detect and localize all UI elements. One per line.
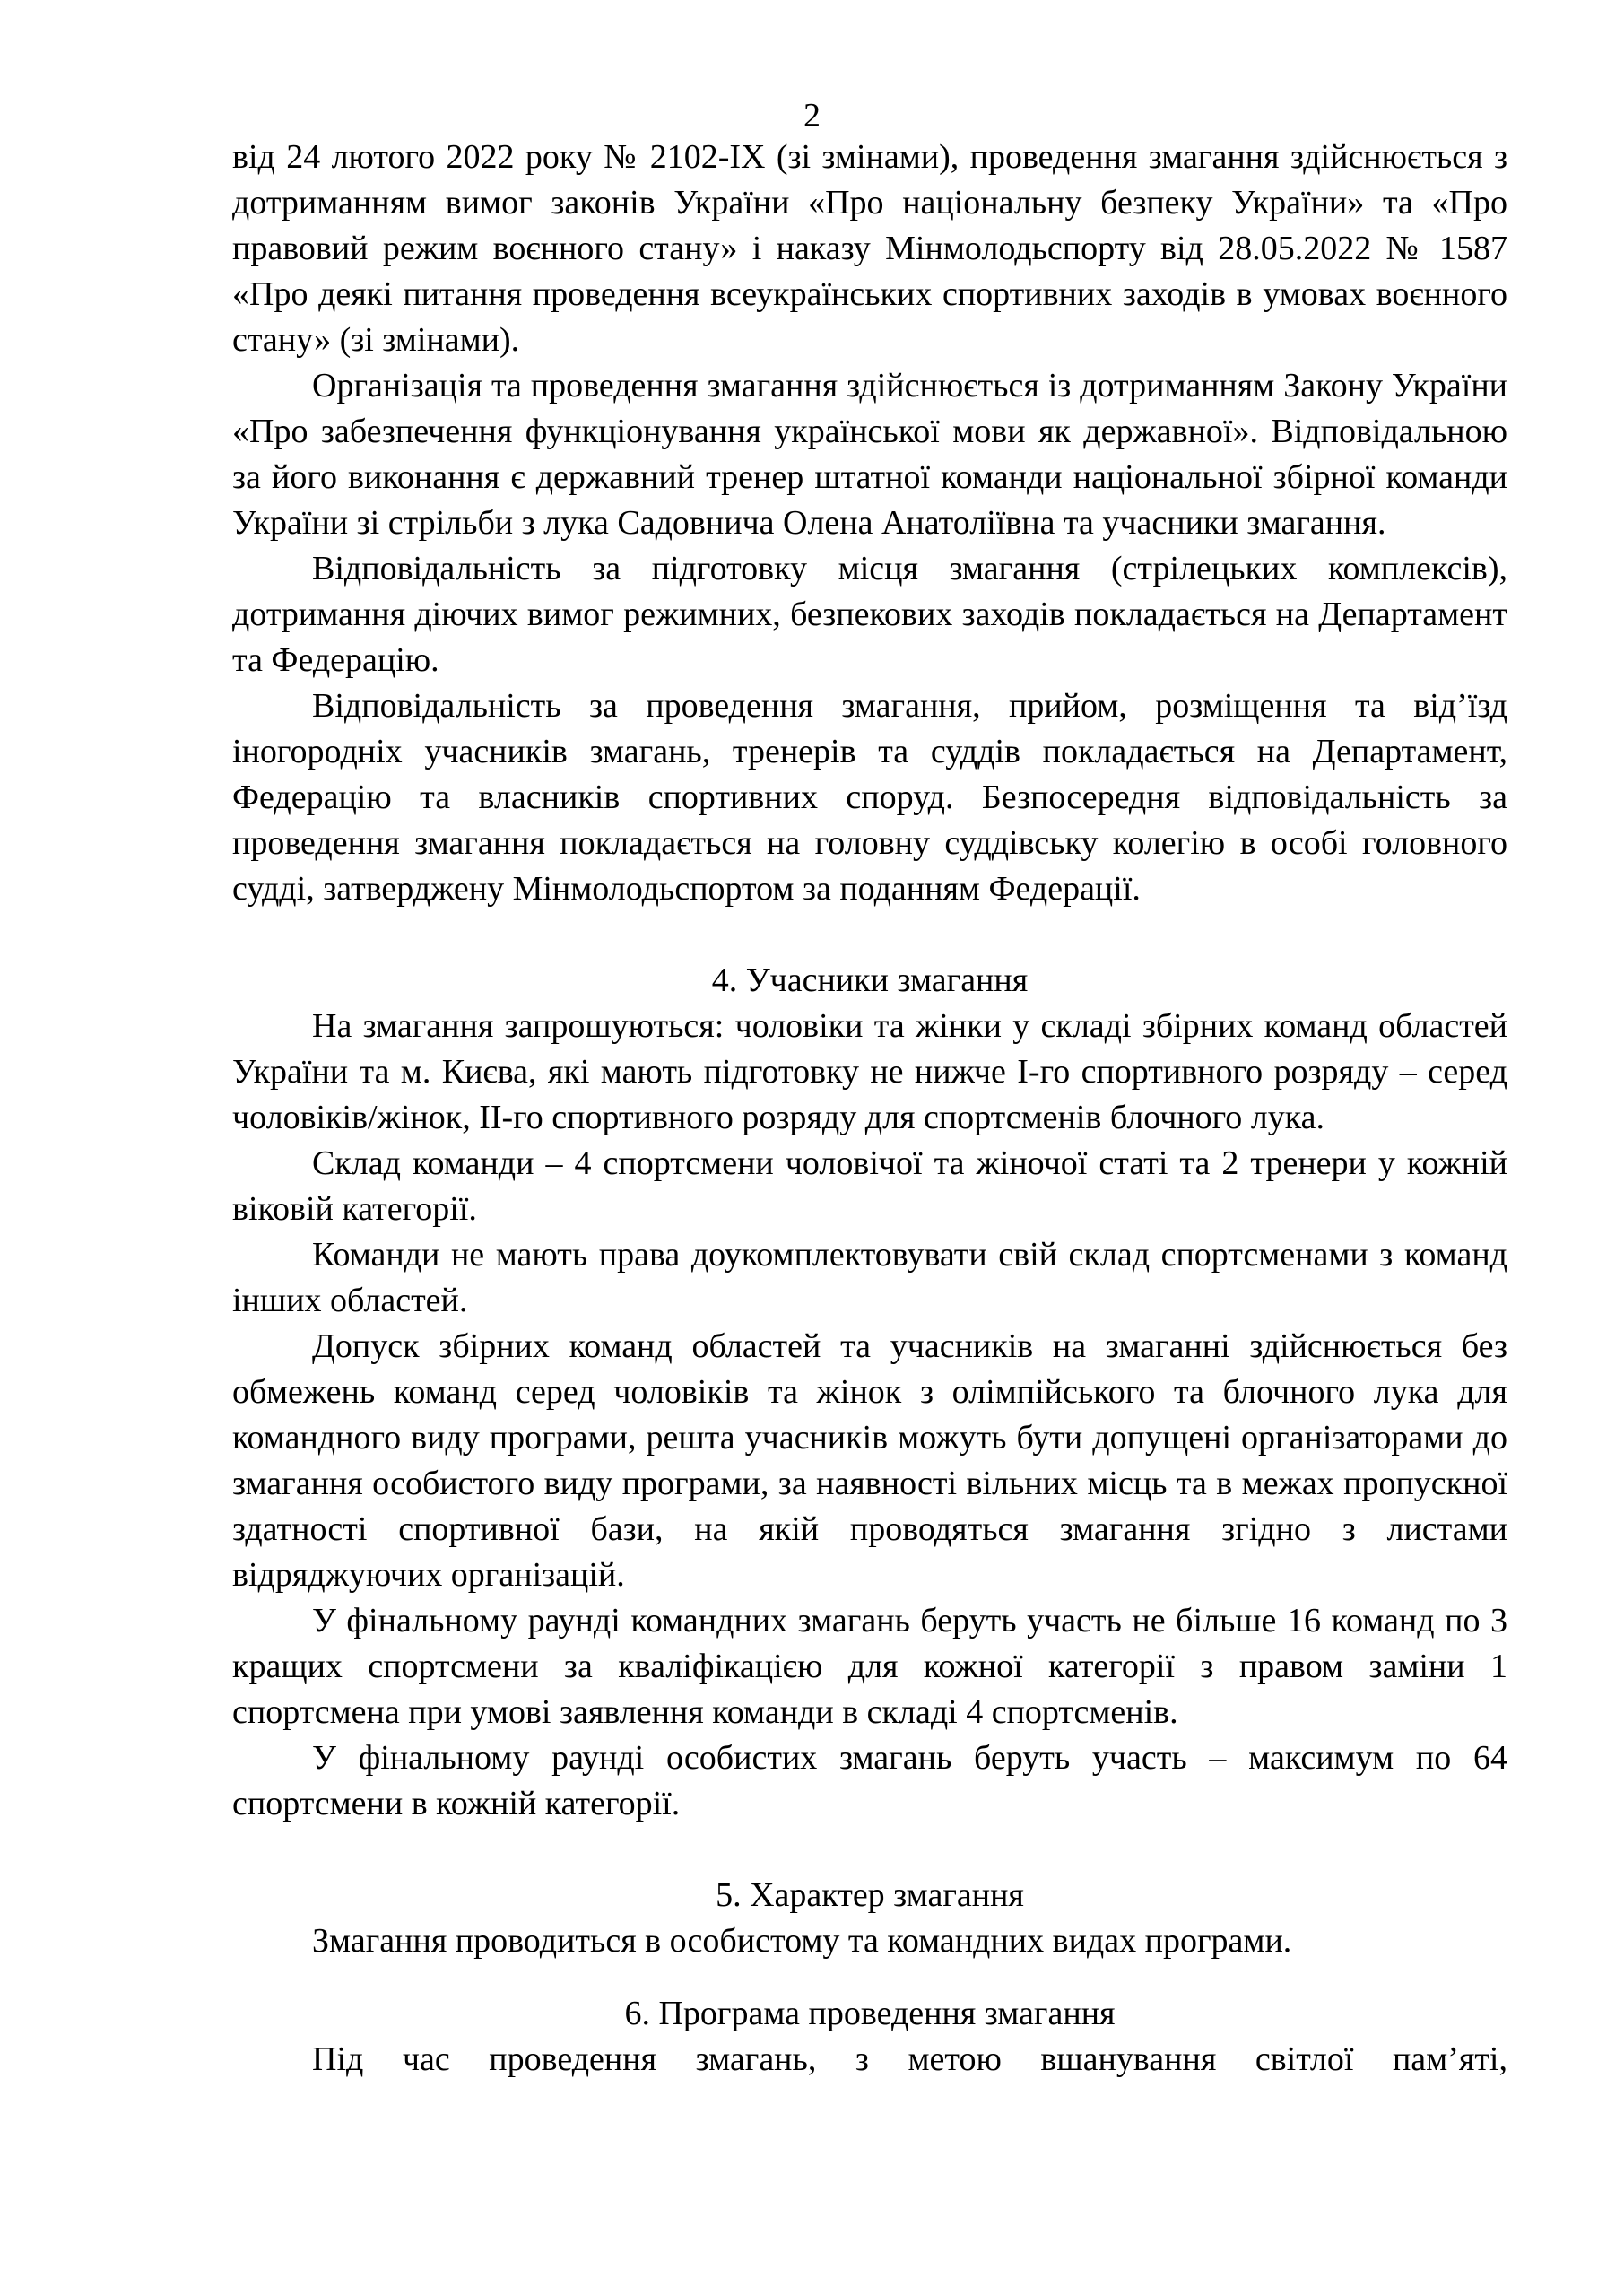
- paragraph-team-final-round: У фінальному раунді командних змагань беруть участь не більше 16 команд по 3 кращих спортсмени за кваліфікацією для кожної категорії з правом заміни 1 спортсмена при умові заявлення команди в складі 4 спортсменів.: [232, 1602, 1507, 1731]
- paragraph-intro-continuation: від 24 лютого 2022 року № 2102-IX (зі змінами), проведення змагання здійснюється з дотриманням вимог законів України «Про національну безпеку України» та «Про правовий режим воєнного стану» і наказу Мінмолодьспорту від 28.05.2022 № 1587 «Про деякі питання проведення всеукраїнських спортивних заходів в умовах воєнного стану» (зі змінами).: [232, 138, 1507, 359]
- paragraph-competition-character: Змагання проводиться в особистому та командних видах програми.: [312, 1922, 1292, 1960]
- document-body: [232, 135, 1507, 2083]
- paragraph-language-law: Організація та проведення змагання здійснюється із дотриманням Закону України «Про забезпечення функціонування української мови як державної». Відповідальною за його виконання є державний тренер штатної команди національної збірної команди України зі стрільби з лука Садовнича Олена Анатоліївна та учасники змагання.: [232, 367, 1507, 542]
- paragraph-hosting-responsibility: Відповідальність за проведення змагання, прийом, розміщення та від’їзд іногородніх учасників змагань, тренерів та суддів покладається на Департамент, Федерацію та власників спортивних споруд. Безпосередня відповідальність за проведення змагання покладається на головну суддівську колегію в особі головного судді, затверджену Мінмолодьспортом за поданням Федерації.: [232, 687, 1507, 908]
- paragraph-admission: Допуск збірних команд областей та учасників на змаганні здійснюється без обмежень команд серед чоловіків та жінок з олімпійського та блочного лука для командного виду програми, решта учасників можуть бути допущені організаторами до змагання особистого виду програми, за наявності вільних місць та в межах пропускної здатності спортивної бази, на якій проводяться змагання згідно з листами відряджуючих організацій.: [232, 1327, 1507, 1594]
- paragraph-program-start: Під час проведення змагань, з метою вшанування світлої пам’яті,: [312, 2040, 1507, 2078]
- page-number: 2: [803, 97, 821, 135]
- section-heading-character: 5. Характер змагання: [716, 1876, 1024, 1914]
- paragraph-individual-final-round: У фінальному раунді особистих змагань беруть участь – максимум по 64 спортсмени в кожній категорії.: [232, 1739, 1507, 1822]
- section-heading-participants: 4. Учасники змагання: [711, 961, 1029, 999]
- paragraph-invitation: На змагання запрошуються: чоловіки та жінки у складі збірних команд областей України та м. Києва, які мають підготовку не нижче I-го спортивного розряду – серед чоловіків/жінок, II-го спортивного розряду для спортсменів блочного лука.: [232, 1007, 1507, 1136]
- paragraph-team-composition: Склад команди – 4 спортсмени чоловічої та жіночої статі та 2 тренери у кожній віковій категорії.: [232, 1144, 1507, 1228]
- section-heading-program: 6. Програма проведення змагання: [624, 1995, 1116, 2032]
- paragraph-venue-responsibility: Відповідальність за підготовку місця змагання (стрілецьких комплексів), дотримання діючих вимог режимних, безпекових заходів покладається на Департамент та Федерацію.: [232, 550, 1507, 679]
- paragraph-team-completion: Команди не мають права доукомплектовувати свій склад спортсменами з команд інших областей.: [232, 1236, 1507, 1319]
